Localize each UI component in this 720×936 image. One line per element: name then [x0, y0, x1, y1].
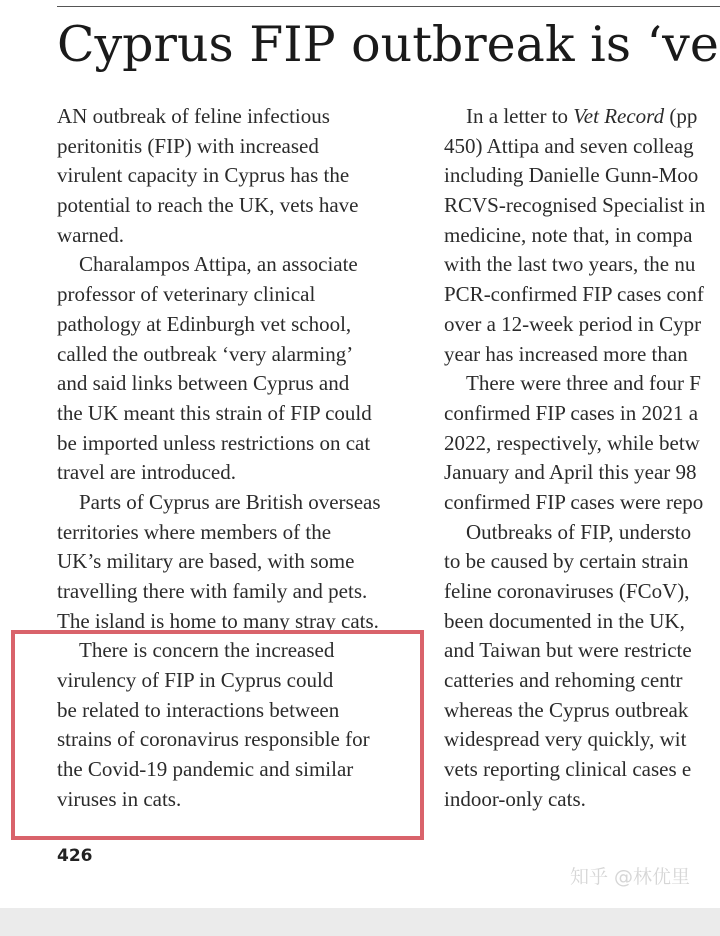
column_right-line: including Danielle Gunn-Moo	[444, 163, 699, 188]
top-rule	[57, 6, 720, 7]
column_right-line: year has increased more than	[444, 341, 688, 366]
column_left-line: strains of coronavirus responsible for	[57, 727, 370, 752]
column_right-line: whereas the Cyprus outbreak	[444, 697, 689, 722]
column_left-line: virulency of FIP in Cyprus could	[57, 668, 334, 693]
column_left-line: AN outbreak of feline infectious	[57, 104, 330, 128]
column_left-line: UK’s military are based, with some	[57, 549, 355, 574]
column_right-line: over a 12-week period in Cypr	[444, 311, 702, 336]
watermark: 知乎 @林优里	[570, 866, 691, 888]
column_left-line: potential to reach the UK, vets have	[57, 193, 359, 218]
column-right-body	[444, 132, 720, 815]
column_right-line: medicine, note that, in compa	[444, 222, 693, 247]
column_right-line: vets reporting clinical cases e	[444, 757, 692, 782]
column_right-line: There were three and four F	[466, 371, 701, 396]
text-run: (pp	[664, 104, 698, 128]
column_right-line: PCR-confirmed FIP cases conf	[444, 282, 704, 307]
column_left-line: There is concern the increased	[79, 638, 335, 663]
column_right-line: indoor-only cats.	[444, 786, 586, 811]
column_right-line: been documented in the UK,	[444, 608, 685, 633]
column_left-line: the Covid-19 pandemic and similar	[57, 757, 354, 782]
column_left-line: be related to interactions between	[57, 697, 340, 722]
column_left-line: travel are introduced.	[57, 460, 236, 485]
column_left-line: the UK meant this strain of FIP could	[57, 400, 372, 425]
column_right-line: Outbreaks of FIP, understo	[466, 519, 692, 544]
page-number: 426	[57, 846, 93, 866]
column_left-line: peritonitis (FIP) with increased	[57, 133, 319, 158]
text-run: In a letter to	[466, 104, 574, 128]
column_left-line: be imported unless restrictions on cat	[57, 430, 371, 455]
column_right-line: and Taiwan but were restricte	[444, 638, 692, 663]
column_left-line: Parts of Cyprus are British overseas	[79, 489, 381, 514]
column_right-line: 2022, respectively, while betw	[444, 430, 700, 455]
column_right-line: with the last two years, the nu	[444, 252, 696, 277]
bottom-bar	[0, 908, 720, 936]
column_left-line: travelling there with family and pets.	[57, 579, 368, 603]
column_right-line: to be caused by certain strain	[444, 549, 689, 574]
journal-name: Vet Record	[573, 104, 665, 128]
column_left-line: professor of veterinary clinical	[57, 282, 316, 307]
column_left-line: called the outbreak ‘very alarming’	[57, 341, 354, 366]
column_right-line: 450) Attipa and seven colleag	[444, 133, 694, 158]
column_right-line: catteries and rehoming centr	[444, 668, 683, 693]
column-right-line	[444, 102, 720, 132]
column_left-line: pathology at Edinburgh vet school,	[57, 311, 352, 336]
column_left-line: viruses in cats.	[57, 786, 182, 811]
column_right-line: widespread very quickly, wit	[444, 727, 687, 752]
column-right	[444, 102, 720, 815]
column_left-line: Charalampos Attipa, an associate	[79, 252, 358, 277]
column_left-line: territories where members of the	[57, 519, 332, 544]
column_left-line: The island is home to many stray cats.	[57, 608, 379, 633]
headline: Cyprus FIP outbreak is ‘ve	[57, 16, 719, 73]
column_left-line: warned.	[57, 222, 125, 247]
column_left-line: virulent capacity in Cyprus has the	[57, 163, 350, 188]
column_right-line: confirmed FIP cases were repo	[444, 489, 704, 514]
column_right-line: confirmed FIP cases in 2021 a	[444, 400, 699, 425]
column_right-line: feline coronaviruses (FCoV),	[444, 579, 690, 603]
highlight-box	[11, 630, 424, 840]
column_left-line: and said links between Cyprus and	[57, 371, 350, 396]
column_right-line: January and April this year 98	[444, 460, 697, 485]
column_right-line: RCVS-recognised Specialist in	[444, 193, 706, 218]
